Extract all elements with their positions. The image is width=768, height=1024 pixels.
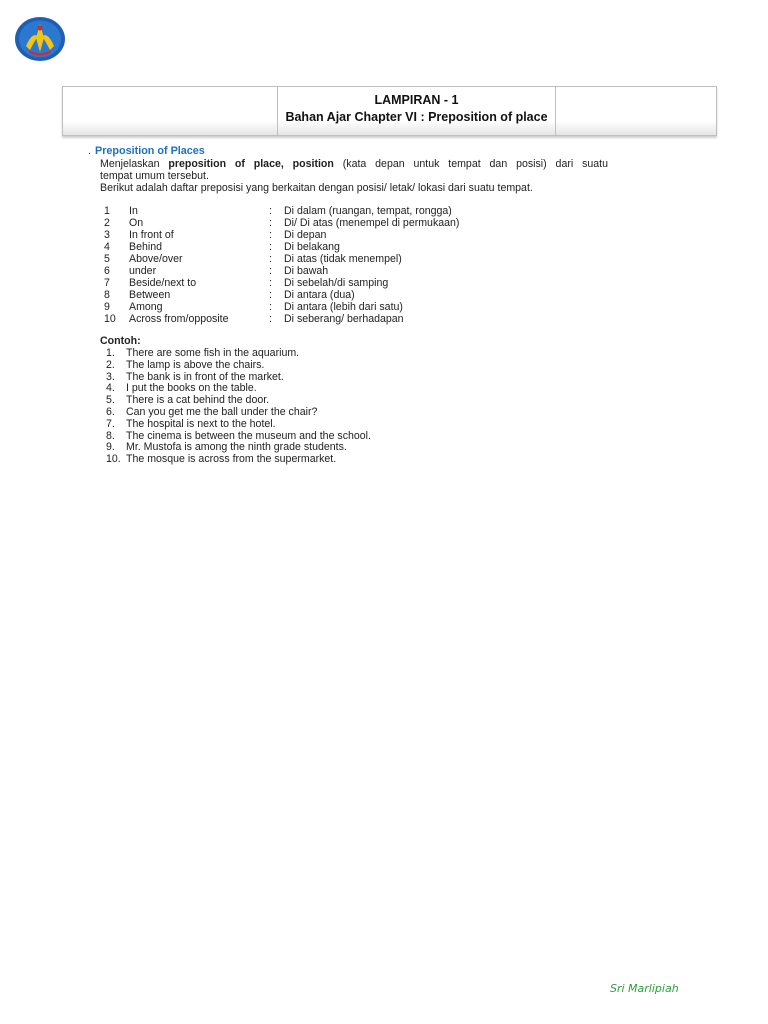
preposition-meaning: Di seberang/ berhadapan [284, 313, 404, 325]
example-sentence: Can you get me the ball under the chair? [126, 405, 318, 418]
separator: : [269, 265, 272, 277]
separator: : [269, 301, 272, 313]
intro-line-2: tempat umum tersebut. [100, 170, 209, 182]
example-sentence: The lamp is above the chairs. [126, 358, 265, 371]
preposition-list [88, 205, 608, 325]
list-item [106, 382, 608, 394]
item-number: 5 [104, 253, 110, 265]
item-number: 10 [104, 313, 116, 325]
list-item [106, 394, 608, 406]
list-item [106, 441, 608, 453]
item-number: 1. [106, 347, 115, 359]
list-item [104, 229, 608, 241]
list-item [106, 371, 608, 383]
list-item [104, 277, 608, 289]
list-item [104, 301, 608, 313]
intro-text-bold: preposition of place, position [168, 158, 334, 170]
list-item [104, 289, 608, 301]
separator: : [269, 253, 272, 265]
list-item [104, 205, 608, 217]
preposition-meaning: Di atas (tidak menempel) [284, 253, 402, 265]
intro-text-b: (kata depan untuk tempat dan posisi) dari suatu [333, 158, 609, 170]
item-number: 7 [104, 277, 110, 289]
item-number: 2 [104, 217, 110, 229]
header-cell-title [278, 87, 556, 135]
intro-line-3: Berikut adalah daftar preposisi yang berkaitan dengan posisi/ letak/ lokasi dari suatu tempat. [100, 182, 533, 194]
examples-heading: Contoh: [100, 335, 141, 347]
item-number: 4. [106, 382, 115, 395]
preposition-meaning: Di bawah [284, 265, 329, 277]
example-sentence: The mosque is across from the supermarket. [126, 453, 337, 466]
intro-paragraph [88, 158, 608, 194]
list-item [106, 418, 608, 430]
item-number: 9. [106, 441, 115, 454]
separator: : [269, 241, 272, 253]
preposition-word: Across from/opposite [129, 313, 229, 325]
item-number: 4 [104, 241, 110, 253]
list-item [106, 453, 608, 465]
example-sentence: I put the books on the table. [126, 382, 257, 395]
separator: : [269, 205, 272, 217]
section-title [88, 145, 608, 157]
item-number: 7. [106, 417, 115, 430]
preposition-meaning: Di antara (lebih dari satu) [284, 301, 403, 313]
document-body [88, 145, 608, 465]
section-title-text: Preposition of Places [95, 145, 205, 157]
preposition-meaning: Di/ Di atas (menempel di permukaan) [284, 217, 460, 229]
preposition-word: Between [129, 289, 171, 301]
document-subtitle: Bahan Ajar Chapter VI : Preposition of place [285, 110, 548, 124]
preposition-meaning: Di dalam (ruangan, tempat, rongga) [284, 205, 452, 217]
example-sentence: Mr. Mustofa is among the ninth grade students. [126, 441, 347, 454]
intro-text-a: Menjelaskan [100, 158, 169, 170]
separator: : [269, 289, 272, 301]
preposition-word: In [129, 205, 138, 217]
list-item [106, 359, 608, 371]
preposition-word: Above/over [129, 253, 183, 265]
list-item [104, 265, 608, 277]
separator: : [269, 229, 272, 241]
list-item [106, 347, 608, 359]
example-sentence: The hospital is next to the hotel. [126, 417, 276, 430]
item-number: 5. [106, 394, 115, 407]
header-table [62, 86, 717, 136]
example-sentence: The bank is in front of the market. [126, 370, 284, 383]
separator: : [269, 277, 272, 289]
header-cell-right [556, 87, 716, 135]
preposition-meaning: Di sebelah/di samping [284, 277, 389, 289]
item-number: 8 [104, 289, 110, 301]
list-item [106, 406, 608, 418]
preposition-word: In front of [129, 229, 174, 241]
preposition-meaning: Di depan [284, 229, 327, 241]
list-item [104, 253, 608, 265]
item-number: 2. [106, 358, 115, 371]
preposition-meaning: Di belakang [284, 241, 340, 253]
example-sentence: There are some fish in the aquarium. [126, 347, 300, 359]
item-number: 10. [106, 453, 121, 466]
list-item [106, 430, 608, 442]
preposition-word: On [129, 217, 144, 229]
list-item [104, 313, 608, 325]
institution-logo-icon [14, 16, 66, 62]
footer-author: Sri Marlipiah [610, 982, 679, 995]
intro-line-1 [100, 158, 608, 170]
preposition-word: under [129, 265, 157, 277]
section-bullet: . [88, 145, 91, 157]
header-cell-left [63, 87, 278, 135]
separator: : [269, 217, 272, 229]
example-sentence: The cinema is between the museum and the school. [126, 429, 371, 442]
preposition-meaning: Di antara (dua) [284, 289, 355, 301]
item-number: 6. [106, 405, 115, 418]
item-number: 1 [104, 205, 110, 217]
list-item [104, 241, 608, 253]
document-title: LAMPIRAN - 1 [374, 93, 459, 107]
example-sentence: There is a cat behind the door. [126, 394, 270, 407]
example-list [88, 347, 608, 465]
preposition-word: Among [129, 301, 163, 313]
list-item [104, 217, 608, 229]
item-number: 6 [104, 265, 110, 277]
item-number: 8. [106, 429, 115, 442]
item-number: 3 [104, 229, 110, 241]
separator: : [269, 313, 272, 325]
item-number: 9 [104, 301, 110, 313]
preposition-word: Behind [129, 241, 162, 253]
item-number: 3. [106, 370, 115, 383]
preposition-word: Beside/next to [129, 277, 197, 289]
